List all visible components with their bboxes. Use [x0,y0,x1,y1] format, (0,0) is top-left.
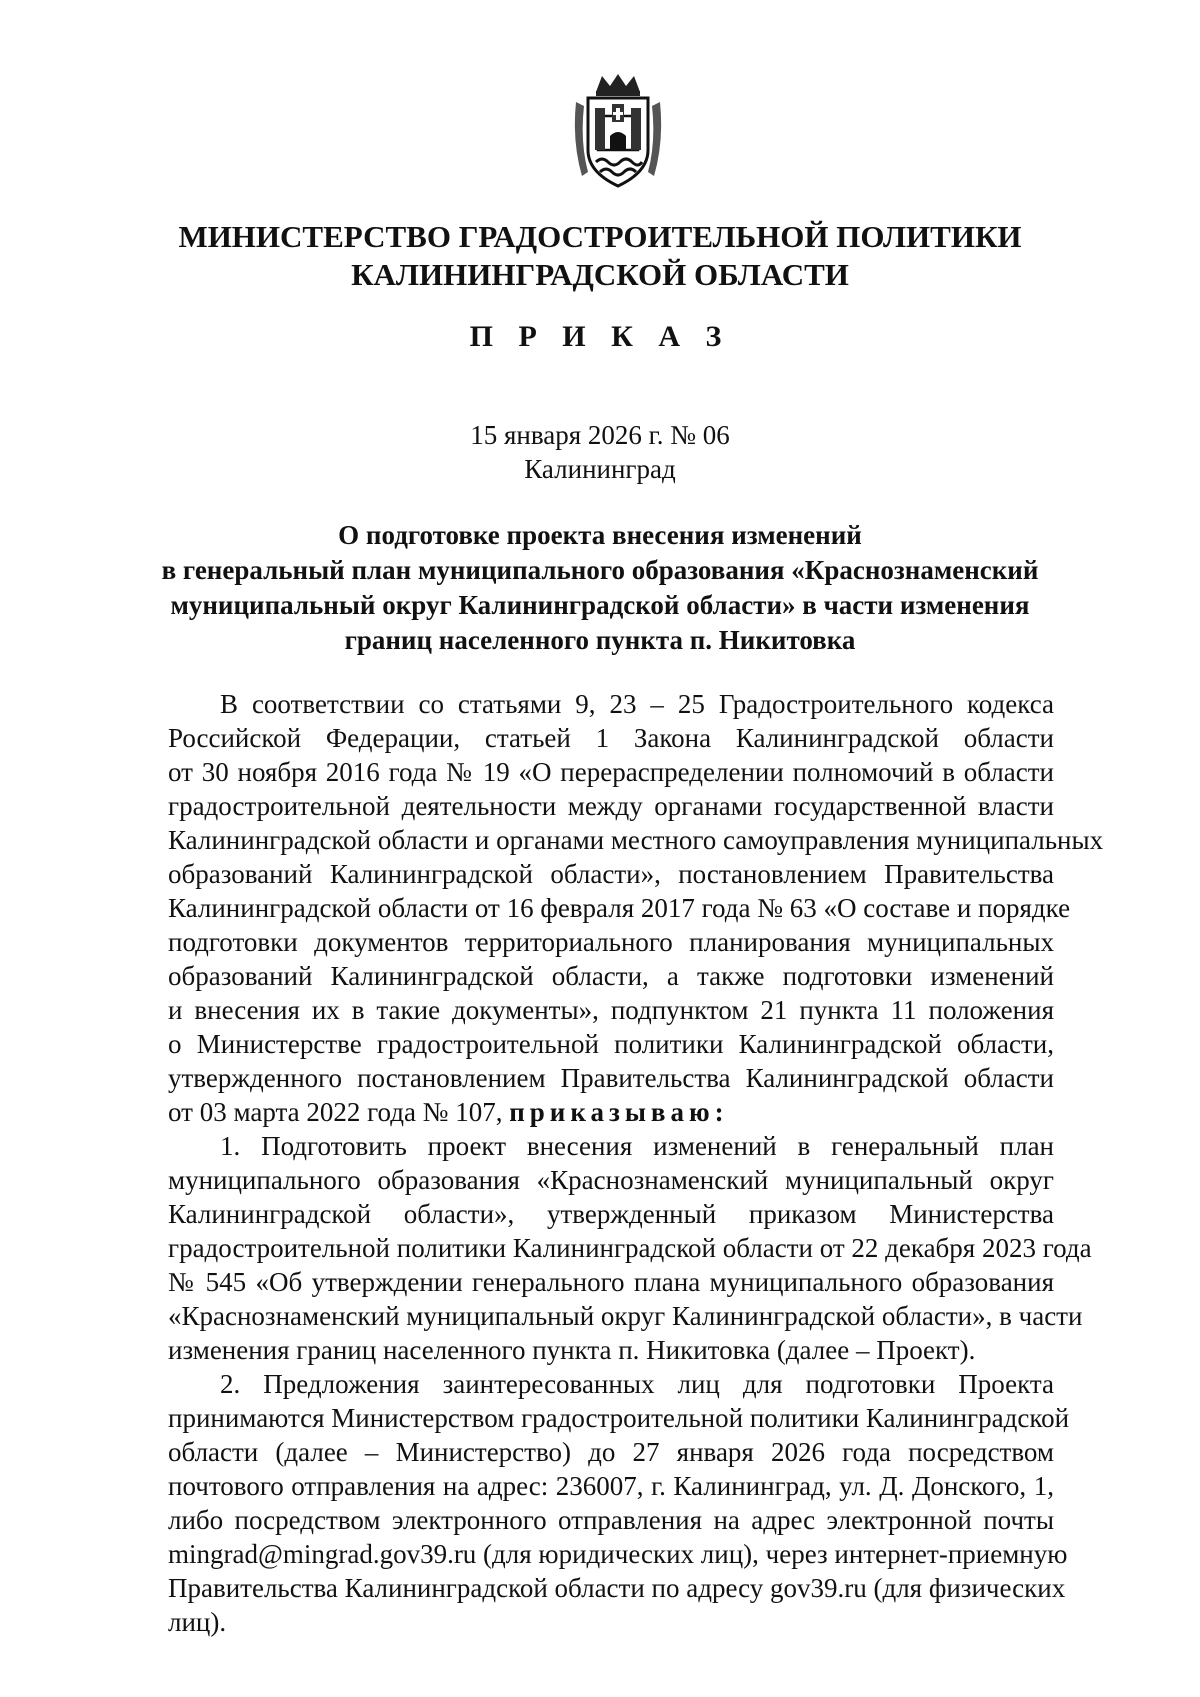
order-subject [150,518,1050,658]
body-line: «Краснознаменский муниципальный округ Калининградской области», в части [168,1301,1083,1331]
coat-of-arms-icon [568,72,668,192]
body-line-last: лиц). [168,1607,227,1637]
body-line: муниципального образования «Краснознаменский муниципальный округ [168,1165,1054,1195]
body-line-last [168,1095,1054,1129]
body-line: образований Калининградской области», постановлением Правительства [168,859,1054,889]
subject-line: границ населенного пункта п. Никитовка [344,625,856,655]
ministry-title-line-1: МИНИСТЕРСТВО ГРАДОСТРОИТЕЛЬНОЙ ПОЛИТИКИ [178,219,1022,254]
body-line: от 30 ноября 2016 года № 19 «О перераспределении полномочий в области [168,757,1054,787]
body-line-text: от 03 марта 2022 года № 107, [168,1097,503,1127]
body-line: подготовки документов территориального планирования муниципальных [168,927,1054,957]
body-line: Правительства Калининградской области по адресу gov39.ru (для физических [168,1573,1066,1603]
body-line: и внесения их в такие документы», подпунктом 21 пункта 11 положения [168,995,1054,1025]
subject-line: в генеральный план муниципального образования «Краснознаменский [161,555,1039,585]
body-line: почтового отправления на адрес: 236007, г. Калининград, ул. Д. Донского, 1, [168,1471,1054,1501]
body-line: Калининградской области от 16 февраля 2017 года № 63 «О составе и порядке [168,893,1071,923]
body-line: градостроительной деятельности между органами государственной власти [168,791,1054,821]
body-line: Калининградской области», утвержденный приказом Министерства [168,1199,1054,1229]
body-line: № 545 «Об утверждении генерального плана муниципального образования [168,1267,1054,1297]
body-line: принимаются Министерством градостроительной политики Калининградской [168,1403,1070,1433]
order-command: приказываю: [509,1097,729,1127]
order-city: Калининград [524,454,676,484]
subject-line: О подготовке проекта внесения изменений [338,520,862,550]
body-line: либо посредством электронного отправления на адрес электронной почты [168,1505,1054,1535]
body-line-last: изменения границ населенного пункта п. Никитовка (далее – Проект). [168,1335,976,1365]
order-date-number: 15 января 2026 г. № 06 [470,420,730,450]
ministry-title [150,218,1050,294]
body-line: Калининградской области и органами местного самоуправления муниципальных [168,825,1104,855]
body-line: утвержденного постановлением Правительства Калининградской области [168,1063,1054,1093]
body-line: области (далее – Министерство) до 27 января 2026 года посредством [168,1437,1054,1467]
body-line: В соответствии со статьями 9, 23 – 25 Градостроительного кодекса [220,689,1054,719]
body-line: 2. Предложения заинтересованных лиц для подготовки Проекта [220,1369,1054,1399]
ministry-title-line-2: КАЛИНИНГРАДСКОЙ ОБЛАСТИ [351,257,849,292]
body-line: образований Калининградской области, а также подготовки изменений [168,961,1054,991]
order-body [168,687,1104,1639]
body-line: mingrad@mingrad.gov39.ru (для юридических лиц), через интернет-приемную [168,1539,1068,1569]
body-line: о Министерстве градостроительной политики Калининградской области, [168,1029,1054,1059]
body-line: градостроительной политики Калининградской области от 22 декабря 2023 года [168,1233,1092,1263]
body-line: 1. Подготовить проект внесения изменений в генеральный план [220,1131,1054,1161]
order-heading: П Р И К А З [469,320,731,353]
body-line: Российской Федерации, статьей 1 Закона Калининградской области [168,723,1054,753]
subject-line: муниципальный округ Калининградской области» в части изменения [170,590,1030,620]
